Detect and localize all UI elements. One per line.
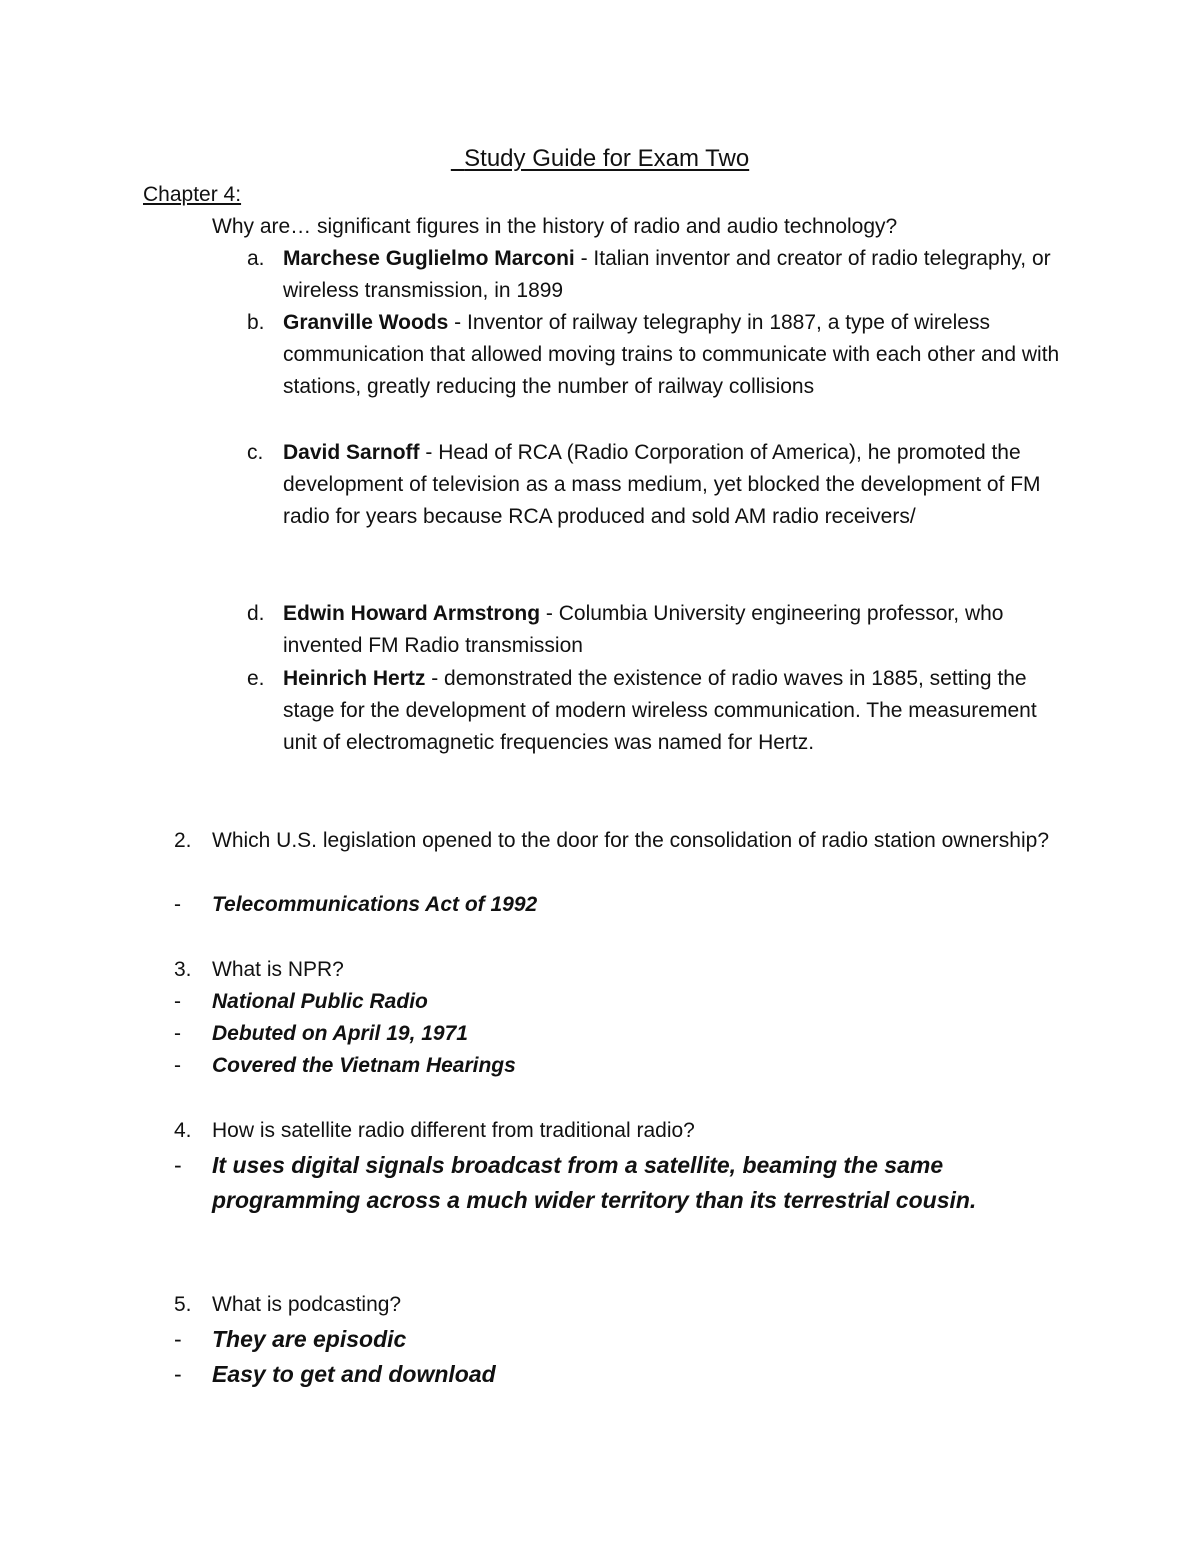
question-number: 5. <box>174 1293 192 1316</box>
question-number: 2. <box>174 829 192 852</box>
question-text: What is podcasting? <box>212 1293 402 1316</box>
question-number: 3. <box>174 958 192 981</box>
figure-marker: e. <box>247 667 265 690</box>
figure-marker: d. <box>247 602 265 625</box>
chapter-heading: Chapter 4: <box>143 183 242 206</box>
answer-dash: - <box>174 1022 181 1045</box>
answer-dash: - <box>174 1361 182 1387</box>
figure-description: - Inventor of railway telegraphy in 1887, a type of wireless communication that allowed moving trains to communicate with each other and with stations, greatly reducing the number of railway collisions <box>283 311 1060 398</box>
title-leading-space <box>451 145 464 172</box>
answer-dash: - <box>174 1054 181 1077</box>
question-text: How is satellite radio different from traditional radio? <box>212 1119 695 1142</box>
answer-dash: - <box>174 990 181 1013</box>
question-number: 4. <box>174 1119 192 1142</box>
figure-body <box>283 243 1073 307</box>
figure-description: - Head of RCA (Radio Corporation of America), he promoted the development of television as a mass medium, yet blocked the development of FM radio for years because RCA produced and sold AM radio receivers/ <box>283 441 1041 528</box>
figure-body <box>283 437 1073 533</box>
answer-text: Telecommunications Act of 1992 <box>212 893 538 916</box>
figure-body <box>283 663 1073 759</box>
answer-text: National Public Radio <box>212 990 428 1013</box>
figure-description: - Italian inventor and creator of radio telegraphy, or wireless transmission, in 1899 <box>283 247 1051 302</box>
answer-text: They are episodic <box>212 1326 407 1352</box>
title-text: Study Guide for Exam Two <box>464 145 750 172</box>
page-title <box>0 143 1200 175</box>
answer-text: Debuted on April 19, 1971 <box>212 1022 468 1045</box>
figure-name: Marchese Guglielmo Marconi <box>283 247 575 270</box>
answer-dash: - <box>174 1326 182 1352</box>
figure-description: - demonstrated the existence of radio waves in 1885, setting the stage for the development of modern wireless communication. The measurement unit of electromagnetic frequencies was named for Hertz. <box>283 667 1037 754</box>
question-1-text: Why are… significant figures in the history of radio and audio technology? <box>212 215 898 238</box>
figure-marker: a. <box>247 247 265 270</box>
figure-name: Granville Woods <box>283 311 449 334</box>
figure-marker: c. <box>247 441 264 464</box>
figure-name: David Sarnoff <box>283 441 420 464</box>
answer-text: Easy to get and download <box>212 1361 496 1387</box>
figure-name: Heinrich Hertz <box>283 667 426 690</box>
figure-body <box>283 307 1073 403</box>
answer-dash: - <box>174 1152 182 1178</box>
figure-body <box>283 598 1073 662</box>
question-text: What is NPR? <box>212 958 344 981</box>
answer-text: Covered the Vietnam Hearings <box>212 1054 516 1077</box>
answer-text: It uses digital signals broadcast from a satellite, beaming the same programming across a much wider territory than its terrestrial cousin. <box>212 1152 977 1213</box>
answer-dash: - <box>174 893 181 916</box>
figure-description: - Columbia University engineering professor, who invented FM Radio transmission <box>283 602 1004 657</box>
question-text: Which U.S. legislation opened to the door for the consolidation of radio station ownership? <box>212 829 1050 852</box>
figure-marker: b. <box>247 311 265 334</box>
figure-name: Edwin Howard Armstrong <box>283 602 541 625</box>
